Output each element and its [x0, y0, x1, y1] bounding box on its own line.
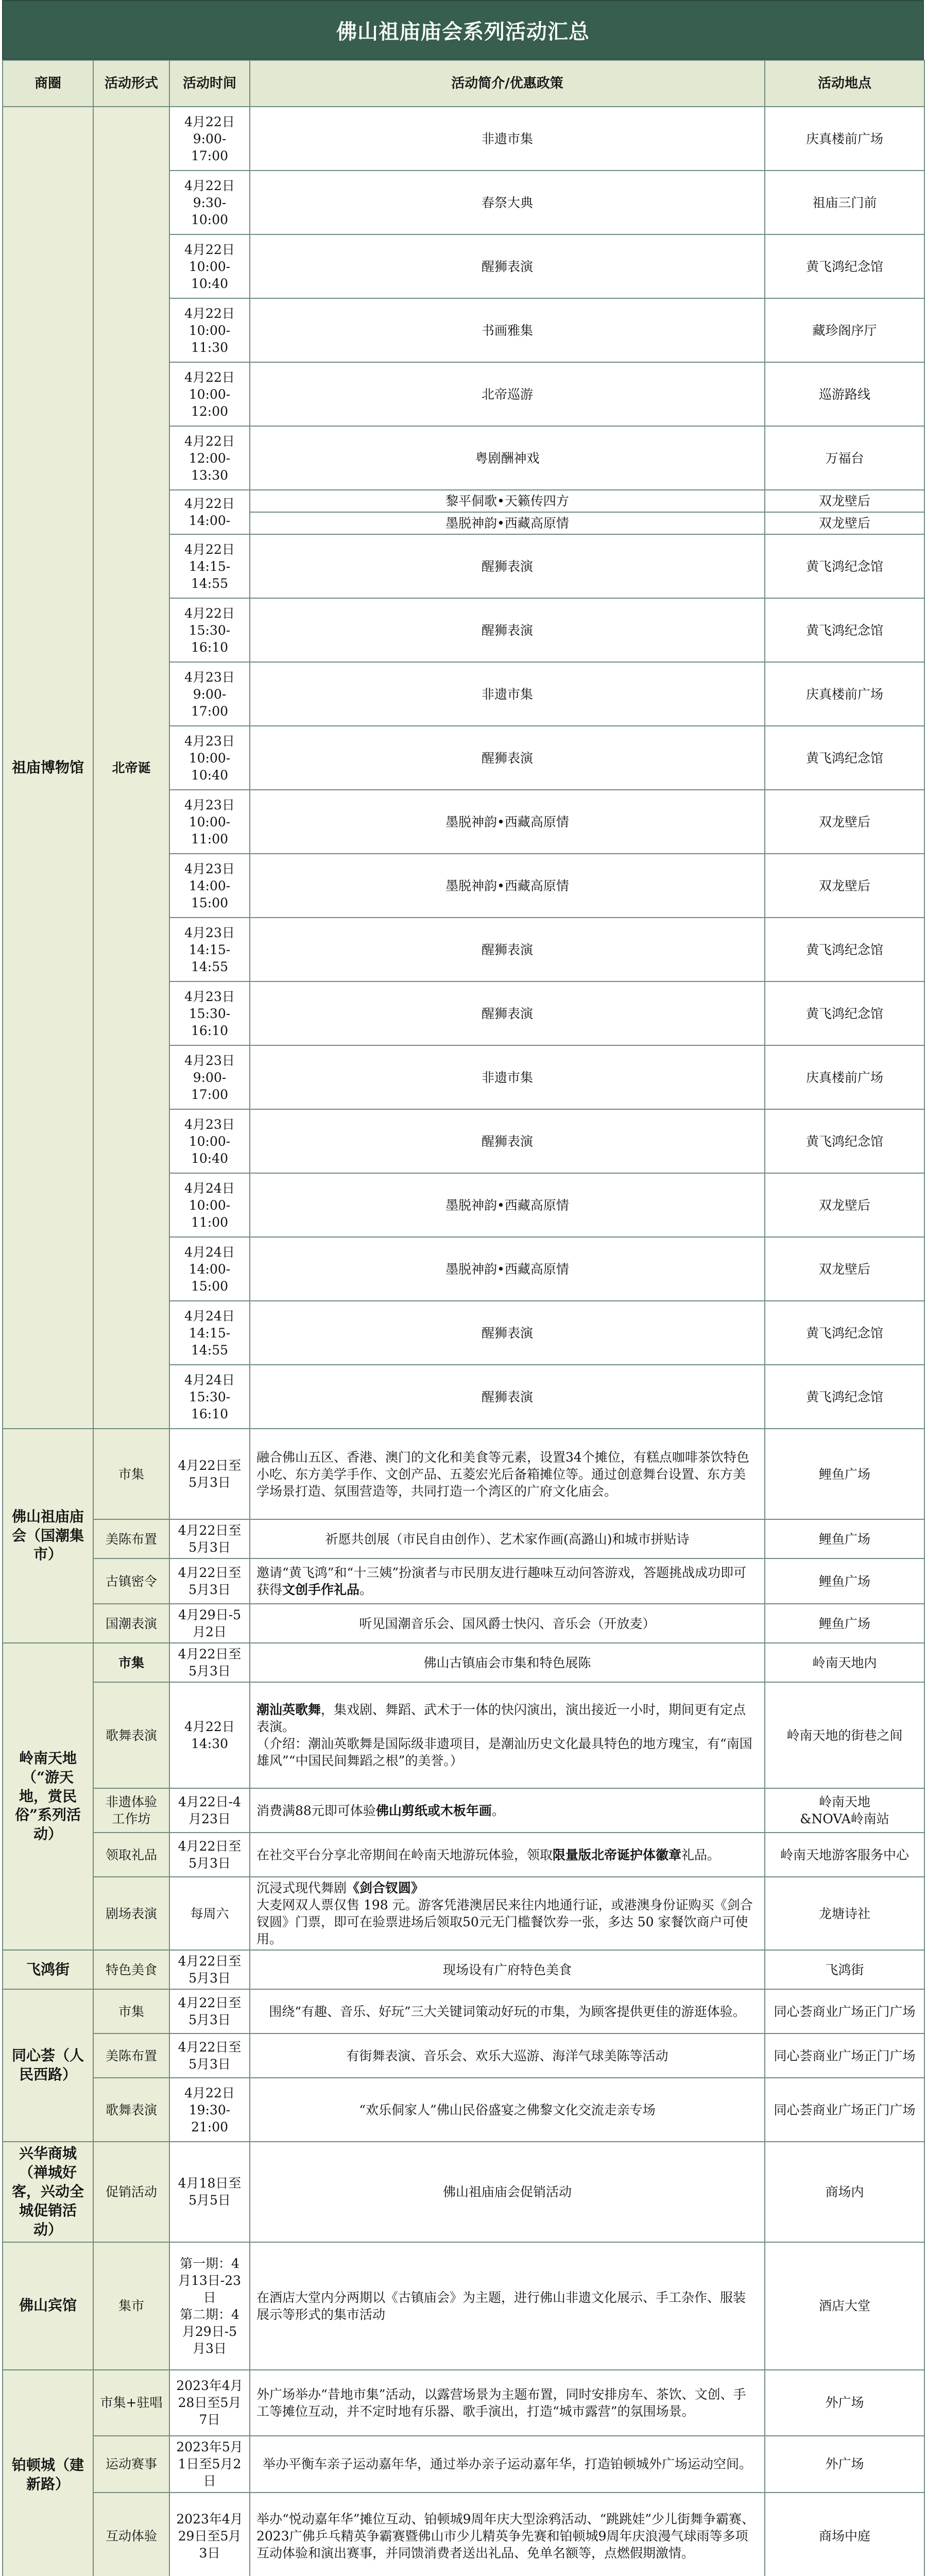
location-cell: 巡游路线: [765, 362, 924, 426]
time-cell: 4月22日至 5月3日: [169, 1519, 250, 1558]
location-cell: 同心荟商业广场正门广场: [765, 2078, 924, 2142]
description-highlight: 文创手作礼品: [282, 1582, 360, 1597]
location-cell: 商场中庭: [765, 2493, 924, 2576]
format-cell: 歌舞表演: [93, 2078, 169, 2142]
description-text: 在社交平台分享北帝期间在岭南天地游玩体验，领取: [256, 1847, 553, 1862]
location-cell: 鲤鱼广场: [765, 1604, 924, 1643]
location-cell: 鲤鱼广场: [765, 1558, 924, 1604]
location-cell: 外广场: [765, 2370, 924, 2436]
location-cell: 双龙壁后: [765, 1173, 924, 1237]
location-cell: 岭南天地的街巷之间: [765, 1682, 924, 1788]
time-cell: 4月29日-5 月2日: [169, 1604, 250, 1643]
header-row: [3, 60, 924, 107]
format-cell: 市集: [93, 1643, 169, 1682]
time-cell: 4月22日至 5月3日: [169, 1429, 250, 1519]
description-cell: 醒狮表演: [250, 598, 765, 662]
format-cell: 非遗体验工作坊: [93, 1788, 169, 1833]
time-cell: 4月24日 14:15- 14:55: [169, 1301, 250, 1365]
description-cell: [250, 1682, 765, 1788]
event-row: [3, 2078, 924, 2142]
description-highlight: 潮汕英歌舞: [256, 1702, 321, 1717]
time-cell: 4月23日 14:15- 14:55: [169, 918, 250, 981]
time-cell: 4月22日至 5月3日: [169, 1950, 250, 1989]
description-highlight: 《剑合钗圆》: [347, 1880, 424, 1895]
description-cell: 非遗市集: [250, 662, 765, 726]
time-cell: 4月24日 10:00- 11:00: [169, 1173, 250, 1237]
time-cell: 4月22日 10:00- 10:40: [169, 234, 250, 298]
description-text: 大麦网双人票仅售 198 元。游客凭港澳居民来往内地通行证，或港澳身份证购买《剑合钗圆》门票，即可在验票进场后领取50元无门槛餐饮券一张，多达 50 家餐饮商户可使用。: [256, 1897, 753, 1946]
event-row: [3, 1989, 924, 2033]
location-cell: 双龙壁后: [765, 512, 924, 534]
description-cell: [250, 1788, 765, 1833]
col-header-description: 活动简介/优惠政策: [250, 60, 765, 107]
location-cell: 庆真楼前广场: [765, 1045, 924, 1109]
format-cell: 领取礼品: [93, 1833, 169, 1877]
time-cell: 4月23日 14:00- 15:00: [169, 854, 250, 918]
event-row: [3, 2242, 924, 2370]
description-cell: 有街舞表演、音乐会、欢乐大巡游、海洋气球美陈等活动: [250, 2033, 765, 2078]
location-cell: 黄飞鸿纪念馆: [765, 234, 924, 298]
location-cell: 双龙壁后: [765, 1237, 924, 1301]
description-highlight: 限量版北帝诞护体徽章: [553, 1847, 682, 1862]
description-cell: 醒狮表演: [250, 918, 765, 981]
description-cell: 春祭大典: [250, 171, 765, 234]
format-cell: 歌舞表演: [93, 1682, 169, 1788]
description-text: 。: [359, 1582, 373, 1597]
event-row: [3, 1682, 924, 1788]
time-cell: 4月22日 19:30- 21:00: [169, 2078, 250, 2142]
description-cell: 外广场举办“昔地市集”活动，以露营场景为主题布置，同时安排房车、茶饮、文创、手工等摊位互动，并不定时地有乐器、歌手演出，打造“城市露营”的氛围场景。: [250, 2370, 765, 2436]
description-cell: 祈愿共创展（市民自由创作）、艺术家作画(高潞山)和城市拼贴诗: [250, 1519, 765, 1558]
district-cell: 佛山宾馆: [3, 2242, 93, 2370]
format-cell: 美陈布置: [93, 1519, 169, 1558]
event-row: [3, 2033, 924, 2078]
location-cell: 鲤鱼广场: [765, 1429, 924, 1519]
time-cell: 4月22日 9:30- 10:00: [169, 171, 250, 234]
time-cell: 4月23日 9:00- 17:00: [169, 662, 250, 726]
description-cell: 书画雅集: [250, 298, 765, 362]
time-cell: 4月22日至 5月3日: [169, 1643, 250, 1682]
format-cell: 促销活动: [93, 2142, 169, 2242]
format-cell: 北帝诞: [93, 107, 169, 1429]
time-cell: 4月22日至 5月3日: [169, 1833, 250, 1877]
description-cell: 佛山古镇庙会市集和特色展陈: [250, 1643, 765, 1682]
format-cell: 运动赛事: [93, 2436, 169, 2493]
description-cell: 非遗市集: [250, 1045, 765, 1109]
time-cell: 4月23日 9:00- 17:00: [169, 1045, 250, 1109]
location-cell: 飞鸿街: [765, 1950, 924, 1989]
col-header-time: 活动时间: [169, 60, 250, 107]
time-cell: 4月23日 15:30- 16:10: [169, 981, 250, 1045]
description-cell: 非遗市集: [250, 107, 765, 171]
district-cell: 兴华商城（禅城好客，兴动全城促销活动）: [3, 2142, 93, 2242]
event-row: [3, 1604, 924, 1643]
time-cell: 4月23日 10:00- 10:40: [169, 1109, 250, 1173]
format-cell: 互动体验: [93, 2493, 169, 2576]
time-cell: 4月24日 15:30- 16:10: [169, 1365, 250, 1429]
location-cell: 同心荟商业广场正门广场: [765, 2033, 924, 2078]
time-cell: 4月22日 9:00- 17:00: [169, 107, 250, 171]
time-cell: 4月22日 14:15- 14:55: [169, 534, 250, 598]
location-cell: 岭南天地内: [765, 1643, 924, 1682]
description-text: 礼品。: [681, 1847, 720, 1862]
description-cell: 粤剧酬神戏: [250, 426, 765, 490]
format-cell: 美陈布置: [93, 2033, 169, 2078]
location-cell: 黄飞鸿纪念馆: [765, 534, 924, 598]
location-cell: 双龙壁后: [765, 790, 924, 854]
description-text: 。: [491, 1803, 505, 1818]
time-cell: 4月18日至 5月5日: [169, 2142, 250, 2242]
description-cell: “欢乐侗家人”佛山民俗盛宴之佛黎文化交流走亲专场: [250, 2078, 765, 2142]
event-row: [3, 2493, 924, 2576]
event-row: [3, 1643, 924, 1682]
district-cell: 祖庙博物馆: [3, 107, 93, 1429]
description-cell: 墨脱神韵•西藏高原情: [250, 790, 765, 854]
event-row: [3, 1833, 924, 1877]
description-cell: 听见国潮音乐会、国风爵士快闪、音乐会（开放麦）: [250, 1604, 765, 1643]
time-cell: 4月22日至 5月3日: [169, 1558, 250, 1604]
time-cell: 4月22日至 5月3日: [169, 1989, 250, 2033]
description-cell: 围绕“有趣、音乐、好玩”三大关键词策动好玩的市集，为顾客提供更佳的游逛体验。: [250, 1989, 765, 2033]
location-cell: 藏珍阁序厅: [765, 298, 924, 362]
description-cell: 墨脱神韵•西藏高原情: [250, 854, 765, 918]
event-table: [2, 60, 925, 2576]
description-cell: 黎平侗歌•天籁传四方: [250, 490, 765, 512]
location-cell: 岭南天地游客服务中心: [765, 1833, 924, 1877]
location-cell: 商场内: [765, 2142, 924, 2242]
description-cell: 墨脱神韵•西藏高原情: [250, 1237, 765, 1301]
format-cell: 特色美食: [93, 1950, 169, 1989]
event-row: [3, 107, 924, 171]
format-cell: 市集+驻唱: [93, 2370, 169, 2436]
description-cell: 醒狮表演: [250, 1365, 765, 1429]
event-row: [3, 2436, 924, 2493]
location-cell: 庆真楼前广场: [765, 662, 924, 726]
time-cell: 2023年5月 1日至5月2 日: [169, 2436, 250, 2493]
event-row: [3, 1950, 924, 1989]
event-row: [3, 2370, 924, 2436]
time-cell: 4月22日-4 月23日: [169, 1788, 250, 1833]
description-cell: 醒狮表演: [250, 981, 765, 1045]
location-cell: 双龙壁后: [765, 490, 924, 512]
time-cell: 4月22日至 5月3日: [169, 2033, 250, 2078]
location-cell: 岭南天地 &NOVA岭南站: [765, 1788, 924, 1833]
time-cell: 4月22日 10:00- 11:30: [169, 298, 250, 362]
location-cell: 黄飞鸿纪念馆: [765, 598, 924, 662]
time-cell: 4月24日 14:00- 15:00: [169, 1237, 250, 1301]
event-row: [3, 1429, 924, 1519]
description-cell: 在酒店大堂内分两期以《古镇庙会》为主题，进行佛山非遗文化展示、手工杂作、服装展示等形式的集市活动: [250, 2242, 765, 2370]
location-cell: 万福台: [765, 426, 924, 490]
location-cell: 黄飞鸿纪念馆: [765, 1301, 924, 1365]
description-cell: 醒狮表演: [250, 1109, 765, 1173]
location-cell: 祖庙三门前: [765, 171, 924, 234]
format-cell: 市集: [93, 1429, 169, 1519]
format-cell: 集市: [93, 2242, 169, 2370]
event-row: [3, 1788, 924, 1833]
format-cell: 国潮表演: [93, 1604, 169, 1643]
description-cell: [250, 1833, 765, 1877]
location-cell: 双龙壁后: [765, 854, 924, 918]
district-cell: 岭南天地（“游天地，赏民俗”系列活动）: [3, 1643, 93, 1950]
location-cell: 同心荟商业广场正门广场: [765, 1989, 924, 2033]
location-cell: 黄飞鸿纪念馆: [765, 981, 924, 1045]
description-text: 消费满88元即可体验: [256, 1803, 376, 1818]
description-cell: 北帝巡游: [250, 362, 765, 426]
col-header-district: 商圈: [3, 60, 93, 107]
col-header-format: 活动形式: [93, 60, 169, 107]
district-cell: 铂顿城（建新路）: [3, 2370, 93, 2576]
location-cell: 龙塘诗社: [765, 1877, 924, 1950]
district-cell: 飞鸿街: [3, 1950, 93, 1989]
description-cell: 墨脱神韵•西藏高原情: [250, 512, 765, 534]
time-cell: 2023年4月 28日至5月 7日: [169, 2370, 250, 2436]
time-cell: 4月22日 15:30- 16:10: [169, 598, 250, 662]
location-cell: 外广场: [765, 2436, 924, 2493]
event-row: [3, 1519, 924, 1558]
time-cell: 4月23日 10:00- 11:00: [169, 790, 250, 854]
description-cell: [250, 1877, 765, 1950]
description-cell: 佛山祖庙庙会促销活动: [250, 2142, 765, 2242]
description-cell: 融合佛山五区、香港、澳门的文化和美食等元素，设置34个摊位，有糕点咖啡茶饮特色小吃、东方美学手作、文创产品、五菱宏光后备箱摊位等。通过创意舞台设置、东方美学场景打造、氛围营造等，共同打造一个湾区的广府文化庙会。: [250, 1429, 765, 1519]
time-cell: 4月22日 12:00- 13:30: [169, 426, 250, 490]
district-cell: 佛山祖庙庙会（国潮集市）: [3, 1429, 93, 1643]
district-cell: 同心荟（人民西路）: [3, 1989, 93, 2142]
time-cell: 2023年4月 29日至5月 3日: [169, 2493, 250, 2576]
description-cell: [250, 1558, 765, 1604]
location-cell: 黄飞鸿纪念馆: [765, 918, 924, 981]
location-cell: 黄飞鸿纪念馆: [765, 1365, 924, 1429]
location-cell: 鲤鱼广场: [765, 1519, 924, 1558]
location-cell: 黄飞鸿纪念馆: [765, 1109, 924, 1173]
col-header-location: 活动地点: [765, 60, 924, 107]
time-cell: 每周六: [169, 1877, 250, 1950]
location-cell: 黄飞鸿纪念馆: [765, 726, 924, 790]
event-row: [3, 1877, 924, 1950]
format-cell: 剧场表演: [93, 1877, 169, 1950]
format-cell: 古镇密令: [93, 1558, 169, 1604]
description-cell: 醒狮表演: [250, 1301, 765, 1365]
description-cell: 举办“悦动嘉年华”摊位互动、铂顿城9周年庆大型涂鸦活动、“跳跳娃”少儿街舞争霸赛、2023广佛乒乓精英争霸赛暨佛山市少儿精英争先赛和铂顿城9周年庆浪漫气球雨等多项互动体验和演出赛事，并同馈消费者送出礼品、免单名额等，点燃假期激情。: [250, 2493, 765, 2576]
description-cell: 醒狮表演: [250, 234, 765, 298]
location-cell: 庆真楼前广场: [765, 107, 924, 171]
time-cell: 4月22日 14:30: [169, 1682, 250, 1788]
time-cell: 4月23日 10:00- 10:40: [169, 726, 250, 790]
time-cell: 4月22日 14:00-: [169, 490, 250, 534]
description-text: ，集戏剧、舞蹈、武术于一体的快闪演出，演出接近一小时，期间更有定点表演。 （介绍：潮汕英歌舞是国际级非遗项目，是潮汕历史文化最具特色的地方瑰宝，有“南国雄风”“中国民间舞蹈之根”的美誉。）: [256, 1702, 752, 1768]
description-text: 邀请“黄飞鸿”和“十三姨”扮演者与市民朋友进行趣味互动问答游戏，答题挑战成功即可获得: [256, 1565, 747, 1597]
description-cell: 醒狮表演: [250, 726, 765, 790]
event-row: [3, 2142, 924, 2242]
description-highlight: 佛山剪纸或木板年画: [375, 1803, 492, 1818]
time-cell: 第一期：4 月13日-23 日 第二期：4 月29日-5 月3日: [169, 2242, 250, 2370]
description-cell: 现场设有广府特色美食: [250, 1950, 765, 1989]
event-row: [3, 1558, 924, 1604]
description-cell: 举办平衡车亲子运动嘉年华，通过举办亲子运动嘉年华，打造铂顿城外广场运动空间。: [250, 2436, 765, 2493]
description-text: 沉浸式现代舞剧: [256, 1880, 347, 1895]
location-cell: 酒店大堂: [765, 2242, 924, 2370]
time-cell: 4月22日 10:00- 12:00: [169, 362, 250, 426]
description-cell: 墨脱神韵•西藏高原情: [250, 1173, 765, 1237]
format-cell: 市集: [93, 1989, 169, 2033]
description-cell: 醒狮表演: [250, 534, 765, 598]
sheet-title: 佛山祖庙庙会系列活动汇总: [2, 0, 924, 60]
